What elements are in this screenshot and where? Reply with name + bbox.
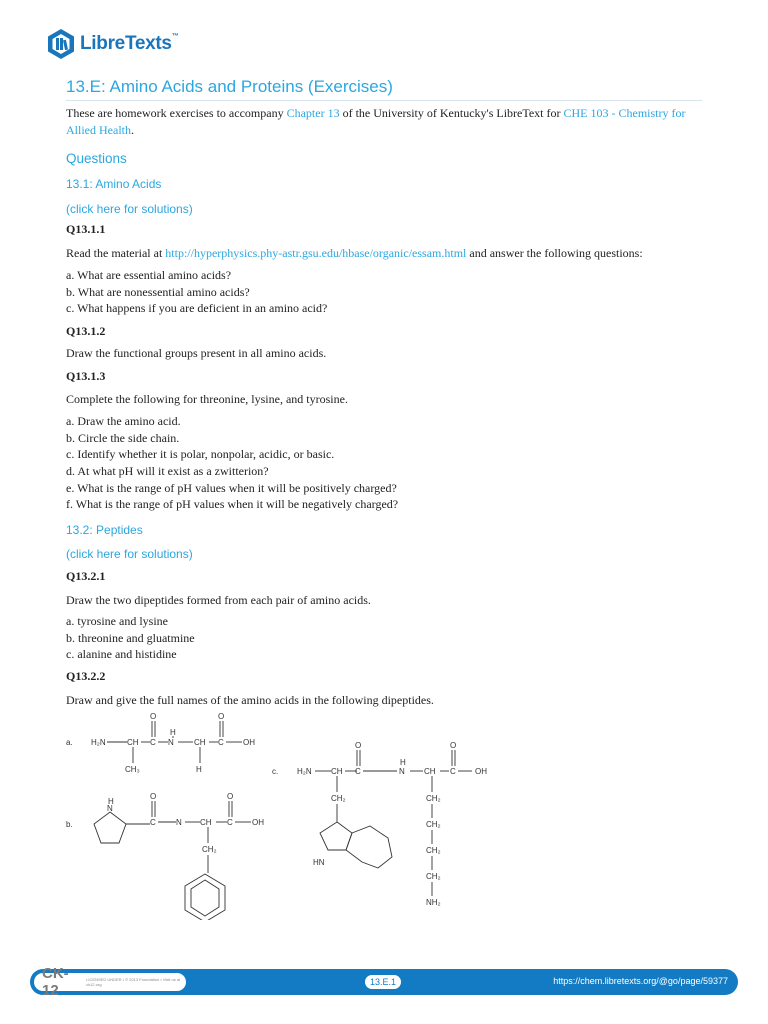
atom-label: H₂N (297, 767, 312, 776)
structure-b-label: b. (66, 820, 73, 829)
atom-label: N (107, 804, 113, 813)
atom-label: O (218, 712, 225, 721)
list-item: a. tyrosine and lysine (66, 614, 168, 628)
list-item: a. Draw the amino acid. (66, 414, 181, 428)
title-divider (66, 100, 702, 101)
atom-label: CH₂ (426, 794, 441, 803)
question-label: Q13.1.3 (66, 369, 106, 383)
atom-label: C (227, 818, 233, 827)
question-label: Q13.1.2 (66, 324, 106, 338)
atom-label: OH (475, 767, 487, 776)
atom-label: CH₂ (426, 820, 441, 829)
section-13-1-link[interactable]: 13.1: Amino Acids (66, 177, 162, 191)
ck12-badge[interactable] (34, 965, 186, 999)
question-text: Draw the functional groups present in all amino acids. (66, 346, 327, 360)
atom-label: CH (127, 738, 139, 747)
atom-label: H (196, 765, 202, 774)
atom-label: C (355, 767, 361, 776)
page-footer (30, 965, 738, 999)
atom-label: O (450, 741, 457, 750)
list-item: b. Circle the side chain. (66, 431, 180, 445)
atom-label: HN (313, 858, 325, 867)
list-item: e. What is the range of pH values when it will be positively charged? (66, 481, 397, 495)
atom-label: CH (424, 767, 436, 776)
question-text: Read the material at http://hyperphysics.phy-astr.gsu.edu/hbase/organic/essam.html and answer the following questions: (66, 246, 643, 260)
libretexts-logo[interactable] (46, 27, 178, 61)
chapter-13-link[interactable]: Chapter 13 (286, 106, 340, 120)
logo-wordmark: LibreTexts™ (80, 33, 179, 54)
atom-label: CH₂ (426, 846, 441, 855)
structure-a-label: a. (66, 738, 73, 747)
hyperphysics-link[interactable]: http://hyperphysics.phy-astr.gsu.edu/hbase/organic/essam.html (165, 246, 467, 260)
question-text: Draw the two dipeptides formed from each pair of amino acids. (66, 593, 371, 607)
atom-label: N (176, 818, 182, 827)
libretexts-logo-icon (46, 28, 76, 60)
list-item: c. Identify whether it is polar, nonpolar, acidic, or basic. (66, 447, 335, 461)
list-item: b. threonine and gluatmine (66, 631, 195, 645)
atom-label: CH₂ (331, 794, 346, 803)
atom-label: O (150, 792, 157, 801)
ck12-logo: CK-12 (42, 965, 69, 999)
atom-label: OH (243, 738, 255, 747)
questions-heading: Questions (66, 151, 127, 166)
atom-label: H (170, 728, 176, 737)
atom-label: CH₂ (426, 872, 441, 881)
question-label: Q13.2.2 (66, 669, 106, 683)
ck12-license-text: LICENSED UNDER • © 2013 Foundation • Visit us at ck12.org (86, 977, 181, 987)
atom-label: CH₂ (202, 845, 217, 854)
question-text: Complete the following for threonine, lysine, and tyrosine. (66, 392, 348, 406)
atom-label: C (450, 767, 456, 776)
section-13-2-link[interactable]: 13.2: Peptides (66, 523, 143, 537)
atom-label: OH (252, 818, 264, 827)
atom-label: H (400, 758, 406, 767)
atom-label: CH (194, 738, 206, 747)
structure-c-label: c. (272, 767, 279, 776)
list-item: a. What are essential amino acids? (66, 268, 232, 282)
list-item: d. At what pH will it exist as a zwitterion? (66, 464, 269, 478)
atom-label: C (150, 738, 156, 747)
section-13-2-solutions-link[interactable]: (click here for solutions) (66, 547, 193, 561)
atom-label: CH₃ (125, 765, 140, 774)
page-url-link[interactable]: https://chem.libretexts.org/@go/page/59377 (553, 976, 728, 986)
atom-label: C (150, 818, 156, 827)
atom-label: N (399, 767, 405, 776)
intro-paragraph: These are homework exercises to accompany Chapter 13 of the University of Kentucky's LibreText for CHE 103 - Chemistry for Allied Health. (66, 106, 686, 137)
list-item: c. alanine and histidine (66, 647, 177, 661)
dipeptide-structures-figure (60, 705, 500, 920)
atom-label: H (108, 797, 114, 806)
atom-label: O (150, 712, 157, 721)
page-title: 13.E: Amino Acids and Proteins (Exercises) (66, 77, 393, 96)
atom-label: NH₂ (426, 898, 441, 907)
atom-label: O (227, 792, 234, 801)
atom-label: O (355, 741, 362, 750)
atom-label: CH (331, 767, 343, 776)
question-label: Q13.1.1 (66, 222, 106, 236)
list-item: b. What are nonessential amino acids? (66, 285, 250, 299)
atom-label: C (218, 738, 224, 747)
atom-label: N (168, 738, 174, 747)
question-text: Draw and give the full names of the amino acids in the following dipeptides. (66, 693, 434, 707)
che103-link[interactable]: CHE 103 - Chemistry for Allied Health (66, 106, 686, 137)
list-item: f. What is the range of pH values when it will be negatively charged? (66, 497, 399, 511)
atom-label: CH (200, 818, 212, 827)
atom-label: H₂N (91, 738, 106, 747)
list-item: c. What happens if you are deficient in an amino acid? (66, 301, 328, 315)
section-13-1-solutions-link[interactable]: (click here for solutions) (66, 202, 193, 216)
question-label: Q13.2.1 (66, 569, 106, 583)
page-number: 13.E.1 (365, 975, 401, 989)
